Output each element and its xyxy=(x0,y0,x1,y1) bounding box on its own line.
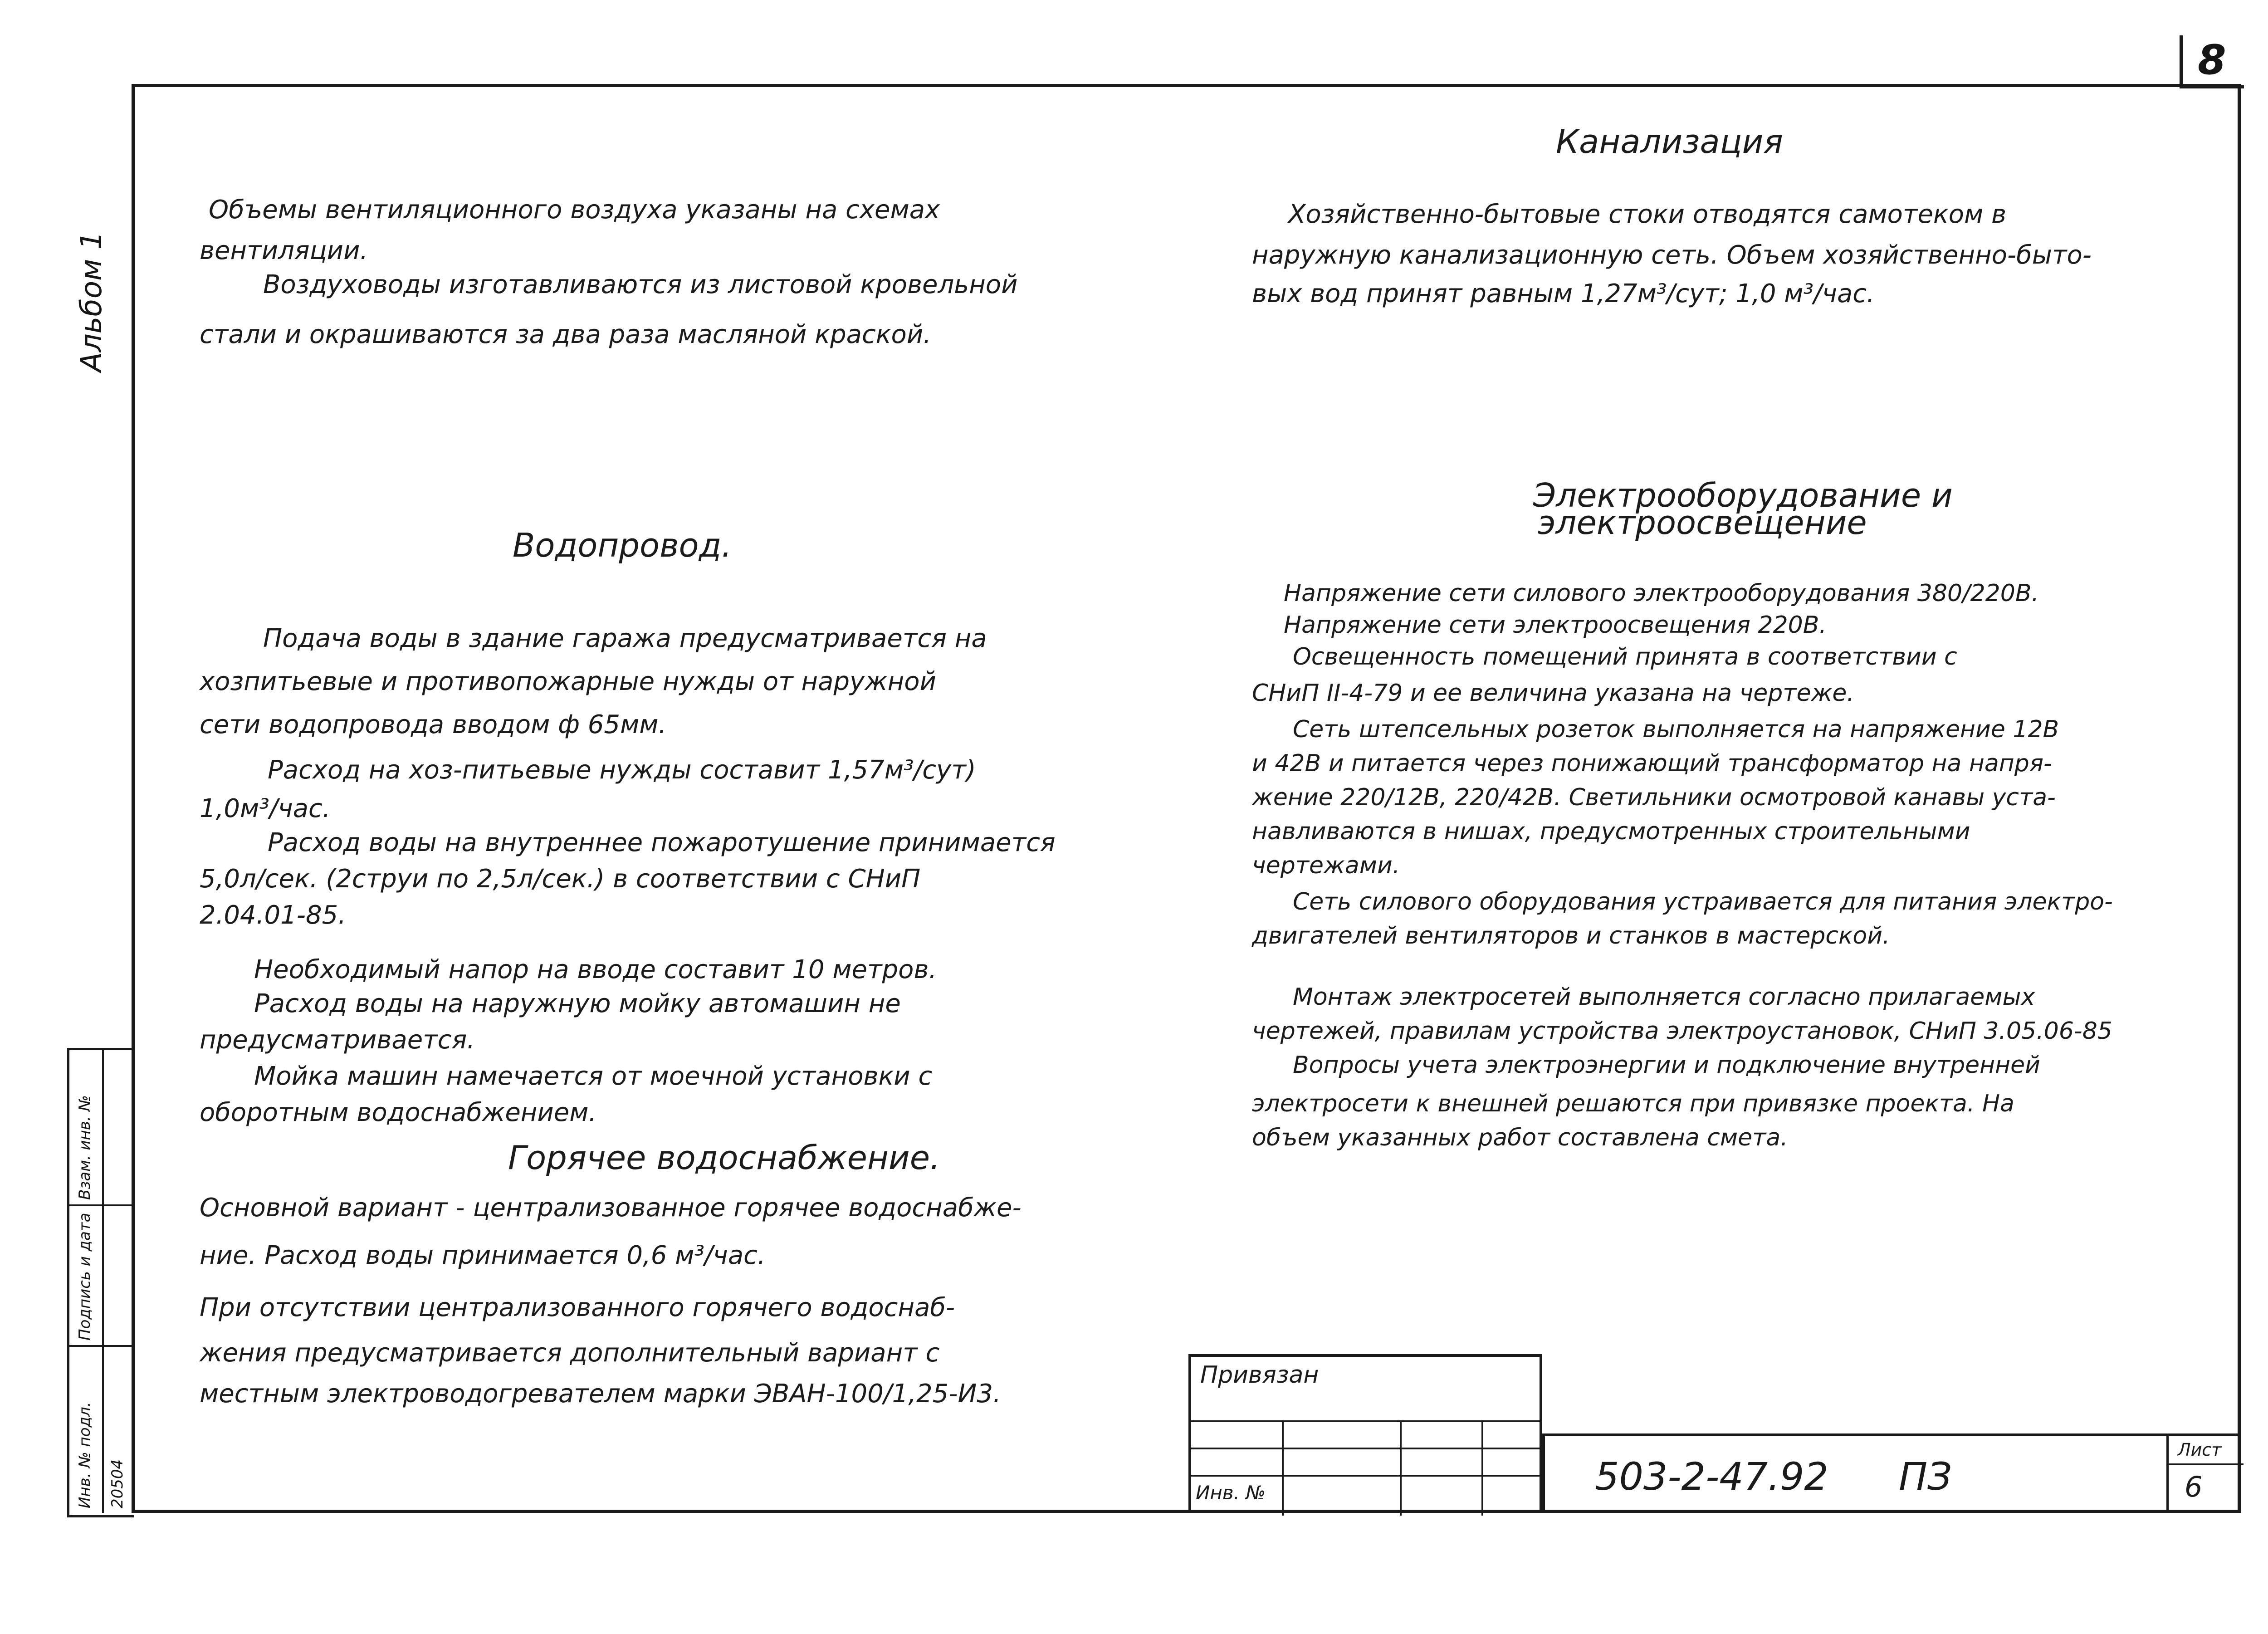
stamp-col xyxy=(1400,1420,1402,1516)
ventilation-line-1: Объемы вентиляционного воздуха указаны на схемах xyxy=(209,195,940,225)
water-line-13: оборотным водоснабжением. xyxy=(200,1098,597,1127)
water-line-3: сети водопровода вводом ф 65мм. xyxy=(200,710,667,739)
water-line-1: Подача воды в здание гаража предусматривается на xyxy=(263,624,987,653)
electric-line-4: СНиП II-4-79 и ее величина указана на чертеже. xyxy=(1252,680,1854,707)
sewer-line-2: наружную канализационную сеть. Объем хозяйственно-быто- xyxy=(1252,240,2092,270)
water-line-6: Расход воды на внутреннее пожаротушение принимается xyxy=(268,828,1056,857)
document-code: 503-2-47.92 xyxy=(1595,1454,1828,1499)
water-line-5: 1,0м³/час. xyxy=(200,794,331,823)
list-col xyxy=(2166,1436,2169,1510)
stamp-row xyxy=(1191,1420,1540,1422)
list-row xyxy=(2166,1463,2244,1465)
water-line-4: Расход на хоз-питьевые нужды составит 1,57м³/сут) xyxy=(268,755,976,785)
album-label: Альбом 1 xyxy=(75,231,108,372)
hot-water-heading: Горячее водоснабжение. xyxy=(508,1139,940,1177)
water-line-11: предусматривается. xyxy=(200,1025,475,1055)
electric-line-6: и 42В и питается через понижающий трансформатор на напря- xyxy=(1252,750,2052,777)
electric-line-9: чертежами. xyxy=(1252,852,1400,879)
ventilation-line-3: Воздуховоды изготавливаются из листовой кровельной xyxy=(263,270,1018,299)
stamp-col xyxy=(1481,1420,1483,1516)
electric-line-7: жение 220/12В, 220/42В. Светильники осмотровой канавы уста- xyxy=(1252,784,2056,811)
privyazan-label: Привязан xyxy=(1200,1361,1319,1389)
page-number: 8 xyxy=(2198,36,2226,84)
side-stamp-column xyxy=(102,1050,104,1513)
side-stamp-inv-value: 20504 xyxy=(108,1459,127,1508)
inv-label: Инв. № xyxy=(1196,1482,1266,1504)
electric-line-3: Освещенность помещений принята в соответствии с xyxy=(1293,643,1957,670)
electric-line-1: Напряжение сети силового электрооборудования 380/220В. xyxy=(1284,580,2039,607)
water-supply-heading: Водопровод. xyxy=(513,526,732,564)
title-block-main xyxy=(1542,1433,2241,1513)
ventilation-line-4: стали и окрашиваются за два раза масляной краской. xyxy=(200,320,932,349)
electric-line-5: Сеть штепсельных розеток выполняется на напряжение 12В xyxy=(1293,716,2059,743)
stamp-col xyxy=(1282,1420,1284,1516)
side-stamp-vzam: Взам. инв. № xyxy=(76,1095,94,1200)
ventilation-line-2: вентиляции. xyxy=(200,236,368,265)
hot-line-3: При отсутствии централизованного горячего водоснаб- xyxy=(200,1293,955,1322)
binding-stamp xyxy=(1188,1354,1542,1513)
water-line-8: 2.04.01-85. xyxy=(200,900,347,930)
hot-line-5: местным электроводогревателем марки ЭВАН-100/1,25-И3. xyxy=(200,1379,1001,1409)
side-stamp-divider xyxy=(69,1204,134,1206)
electric-line-10: Сеть силового оборудования устраивается для питания электро- xyxy=(1293,888,2113,915)
side-stamp-signature: Подпись и дата xyxy=(76,1213,94,1340)
electric-line-13: чертежей, правилам устройства электроустановок, СНиП 3.05.06-85 xyxy=(1252,1018,2112,1045)
list-label: Лист xyxy=(2178,1440,2222,1460)
sewer-heading: Канализация xyxy=(1556,122,1783,161)
side-stamp-inv-orig: Инв. № подл. xyxy=(76,1402,94,1508)
electric-line-2: Напряжение сети электроосвещения 220В. xyxy=(1284,612,1827,639)
electric-line-12: Монтаж электросетей выполняется согласно прилагаемых xyxy=(1293,983,2035,1011)
hot-line-1: Основной вариант - централизованное горячее водоснабже- xyxy=(200,1193,1022,1223)
water-line-2: хозпитьевые и противопожарные нужды от наружной xyxy=(200,667,936,696)
hot-line-2: ние. Расход воды принимается 0,6 м³/час. xyxy=(200,1241,766,1270)
electric-line-8: навливаются в нишах, предусмотренных строительными xyxy=(1252,818,1970,845)
electric-line-15: электросети к внешней решаются при привязке проекта. На xyxy=(1252,1090,2014,1117)
sewer-line-3: вых вод принят равным 1,27м³/сут; 1,0 м³/час. xyxy=(1252,279,1875,308)
water-line-7: 5,0л/сек. (2струи по 2,5л/сек.) в соответствии с СНиП xyxy=(200,864,921,894)
electric-line-11: двигателей вентиляторов и станков в мастерской. xyxy=(1252,922,1890,949)
electric-heading-2: электроосвещение xyxy=(1538,504,1867,542)
electric-heading-1: Электрооборудование и xyxy=(1533,476,1953,514)
hot-line-4: жения предусматривается дополнительный вариант с xyxy=(200,1338,940,1368)
water-line-10: Расход воды на наружную мойку автомашин не xyxy=(254,989,901,1018)
sewer-line-1: Хозяйственно-бытовые стоки отводятся самотеком в xyxy=(1288,200,2007,229)
water-line-12: Мойка машин намечается от моечной установки с xyxy=(254,1062,933,1091)
side-stamp-divider xyxy=(69,1345,134,1347)
electric-line-14: Вопросы учета электроэнергии и подключение внутренней xyxy=(1293,1052,2040,1079)
list-value: 6 xyxy=(2185,1470,2203,1503)
document-suffix: ПЗ xyxy=(1899,1454,1952,1499)
side-stamp xyxy=(67,1048,134,1517)
electric-line-16: объем указанных работ составлена смета. xyxy=(1252,1124,1788,1151)
stamp-row xyxy=(1191,1475,1540,1477)
stamp-row xyxy=(1191,1448,1540,1449)
water-line-9: Необходимый напор на вводе составит 10 метров. xyxy=(254,955,937,984)
